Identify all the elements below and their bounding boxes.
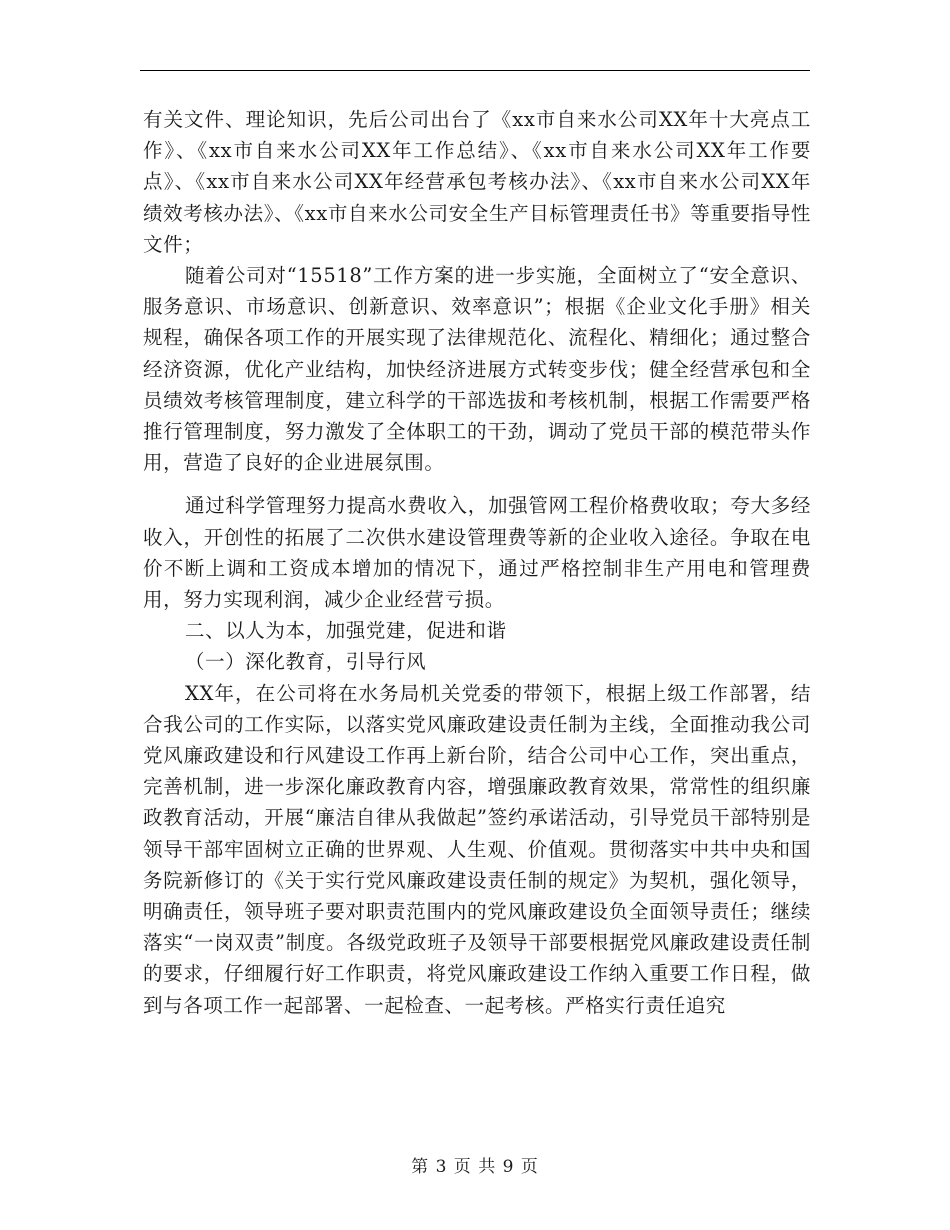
paragraph-gap — [143, 478, 811, 490]
paragraph-party-building: XX年，在公司将在水务局机关党委的带领下，根据上级工作部署，结合我公司的工作实际，以落实党风廉政建设责任制为主线，全面推动我公司党风廉政建设和行风建设工作再上新台阶，结合公司中心工作，突出重点，完善机制，进一步深化廉政教育内容，增强廉政教育效果，常常性的组织廉政教育活动，开展“廉洁自律从我做起”签约承诺活动，引导党员干部特别是领导干部牢固树立正确的世界观、人生观、价值观。贯彻落实中共中央和国务院新修订的《关于实行党风廉政建设责任制的规定》为契机，强化领导，明确责任，领导班子要对职责范围内的党风廉政建设负全面领导责任；继续落实“一岗双责”制度。各级党政班子及领导干部要根据党风廉政建设责任制的要求，仔细履行好工作职责，将党风廉政建设工作纳入重要工作日程，做到与各项工作一起部署、一起检查、一起考核。严格实行责任追究 — [143, 681, 811, 1017]
paragraph-15518-plan: 随着公司对“15518”工作方案的进一步实施，全面树立了“安全意识、服务意识、市场意识、创新意识、效率意识”；根据《企业文化手册》相关规程，确保各项工作的开展实现了法律规范化、流程化、精细化；通过整合经济资源，优化产业结构，加快经济进展方式转变步伐；健全经营承包和全员绩效考核管理制度，建立科学的干部选拔和考核机制，根据工作需要严格推行管理制度，努力激发了全体职工的干劲，调动了党员干部的模范带头作用，营造了良好的企业进展氛围。 — [143, 264, 811, 475]
paragraph-continuation: 有关文件、理论知识，先后公司出台了《xx市自来水公司XX年十大亮点工作》、《xx市自来水公司XX年工作总结》、《xx市自来水公司XX年工作要点》、《xx市自来水公司XX年经营承包考核办法》、《xx市自来水公司XX年绩效考核办法》、《xx市自来水公司安全生产目标管理责任书》等重要指导性文件； — [143, 108, 811, 256]
paragraph-revenue: 通过科学管理努力提高水费收入，加强管网工程价格费收取；夸大多经收入，开创性的拓展了二次供水建设管理费等新的企业收入途径。争取在电价不断上调和工资成本增加的情况下，通过严格控制非生产用电和管理费用，努力实现利润，减少企业经营亏损。 — [143, 494, 811, 612]
header-rule — [140, 70, 810, 71]
page-number: 第 3 页 共 9 页 — [411, 1157, 539, 1177]
section-heading-2: 二、以人为本，加强党建，促进和谐 — [185, 619, 507, 643]
subsection-heading-1: （一）深化教育，引导行风 — [185, 650, 427, 674]
document-body — [143, 104, 811, 1021]
